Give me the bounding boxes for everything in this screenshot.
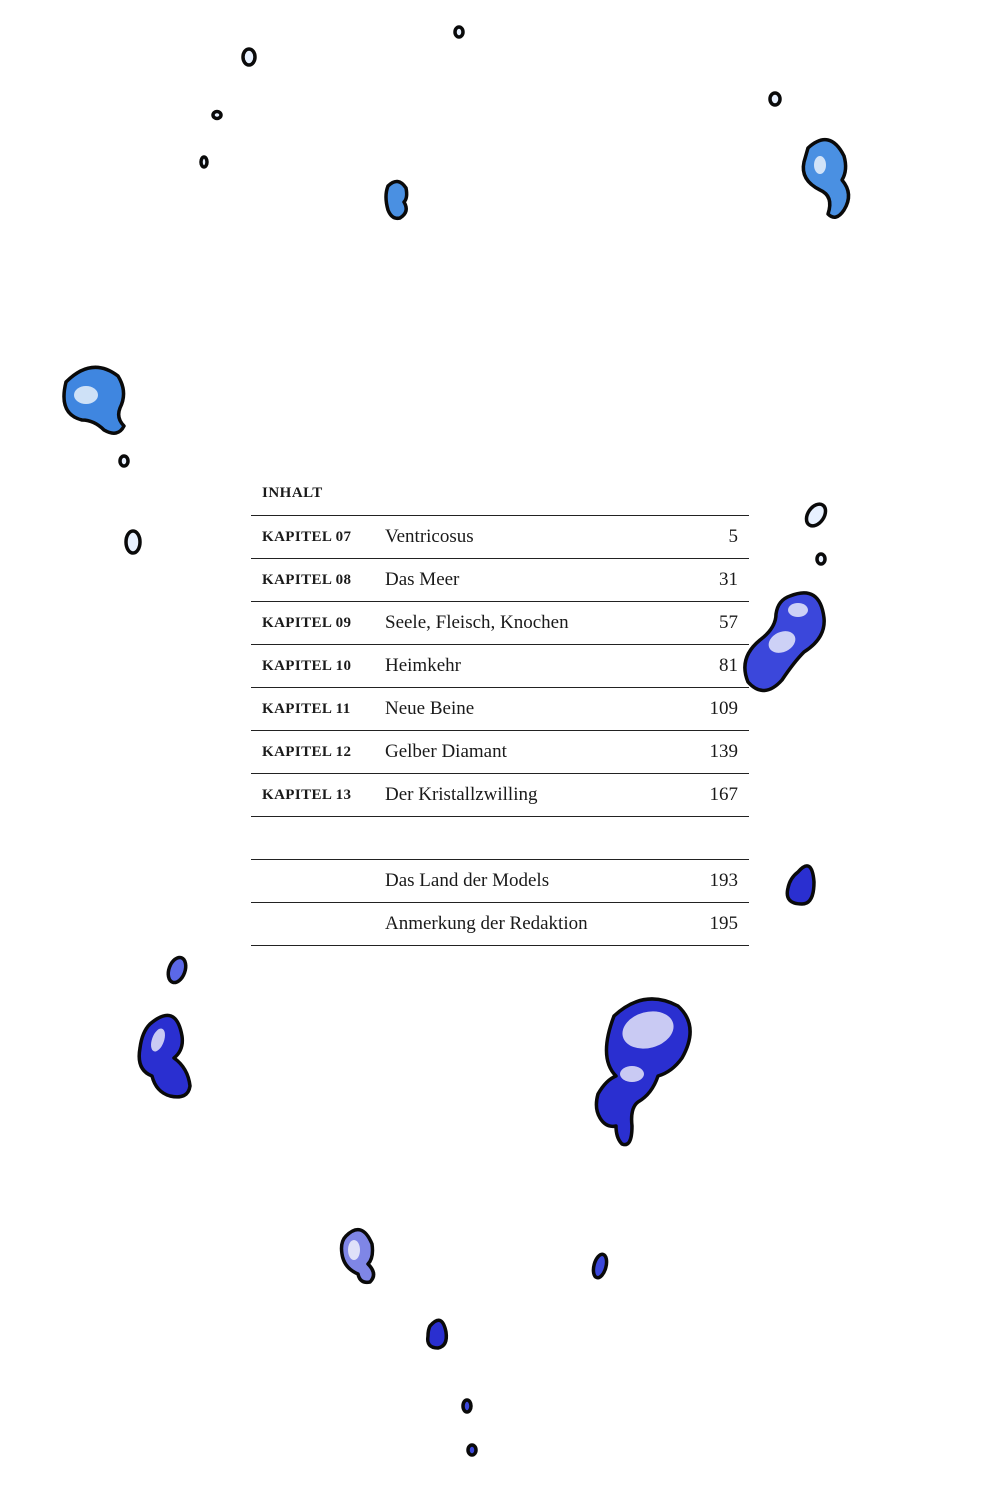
toc-entry[interactable] — [251, 731, 749, 774]
page-number: 195 — [709, 913, 738, 934]
droplet-icon — [770, 93, 780, 105]
chapter-title: Seele, Fleisch, Knochen — [385, 612, 569, 633]
chapter-title: Der Kristallzwilling — [385, 784, 538, 805]
droplet-icon — [64, 367, 124, 433]
droplet-icon — [201, 157, 207, 167]
page-number: 167 — [709, 784, 738, 805]
droplet-icon — [463, 1400, 471, 1412]
page-number: 109 — [709, 698, 738, 719]
toc-entry[interactable] — [251, 688, 749, 731]
chapter-label: KAPITEL 09 — [262, 614, 352, 631]
droplet-icon — [120, 456, 128, 466]
chapter-title: Heimkehr — [385, 655, 461, 676]
droplet-icon — [428, 1320, 447, 1348]
chapter-title: Ventricosus — [385, 526, 474, 547]
droplet-icon — [803, 140, 848, 218]
droplet-icon — [139, 1015, 190, 1097]
chapter-title: Das Meer — [385, 569, 460, 590]
chapter-label: KAPITEL 07 — [262, 528, 352, 545]
toc-entry[interactable] — [251, 516, 749, 559]
toc-entry[interactable] — [251, 645, 749, 688]
page-number: 57 — [719, 612, 738, 633]
droplet-icon — [803, 501, 830, 530]
page-number: 5 — [728, 526, 738, 547]
droplet-icon — [591, 1253, 609, 1279]
page-number: 81 — [719, 655, 738, 676]
chapter-label: KAPITEL 11 — [262, 700, 351, 717]
toc-entry[interactable] — [251, 903, 749, 946]
chapter-label: KAPITEL 13 — [262, 786, 352, 803]
droplet-icon — [165, 955, 189, 985]
droplet-icon — [386, 181, 407, 218]
chapter-title: Anmerkung der Redaktion — [385, 913, 588, 934]
droplet-icon — [468, 1445, 476, 1455]
chapter-title: Das Land der Models — [385, 870, 550, 891]
droplet-icon — [817, 554, 825, 564]
droplet-icon — [126, 531, 140, 553]
toc-entry[interactable] — [251, 602, 749, 645]
chapter-title: Neue Beine — [385, 698, 475, 719]
toc-entry[interactable] — [251, 860, 749, 903]
chapter-label: KAPITEL 08 — [262, 571, 352, 588]
droplet-icon — [787, 866, 814, 904]
droplet-icon — [243, 49, 255, 65]
table-of-contents — [251, 470, 749, 946]
page-number: 31 — [719, 569, 738, 590]
chapter-title: Gelber Diamant — [385, 741, 507, 762]
chapter-label: KAPITEL 12 — [262, 743, 352, 760]
chapter-label: KAPITEL 10 — [262, 657, 352, 674]
toc-entry[interactable] — [251, 559, 749, 602]
droplet-icon — [596, 999, 690, 1145]
droplet-icon — [455, 27, 463, 37]
droplet-icon — [745, 593, 824, 691]
page-number: 193 — [709, 870, 738, 891]
toc-heading: INHALT — [251, 470, 749, 516]
droplet-icon — [213, 112, 221, 119]
page-number: 139 — [709, 741, 738, 762]
toc-entry[interactable] — [251, 774, 749, 817]
droplet-icon — [342, 1230, 374, 1283]
appendix-list — [251, 860, 749, 946]
chapter-list — [251, 516, 749, 817]
section-divider — [251, 817, 749, 860]
